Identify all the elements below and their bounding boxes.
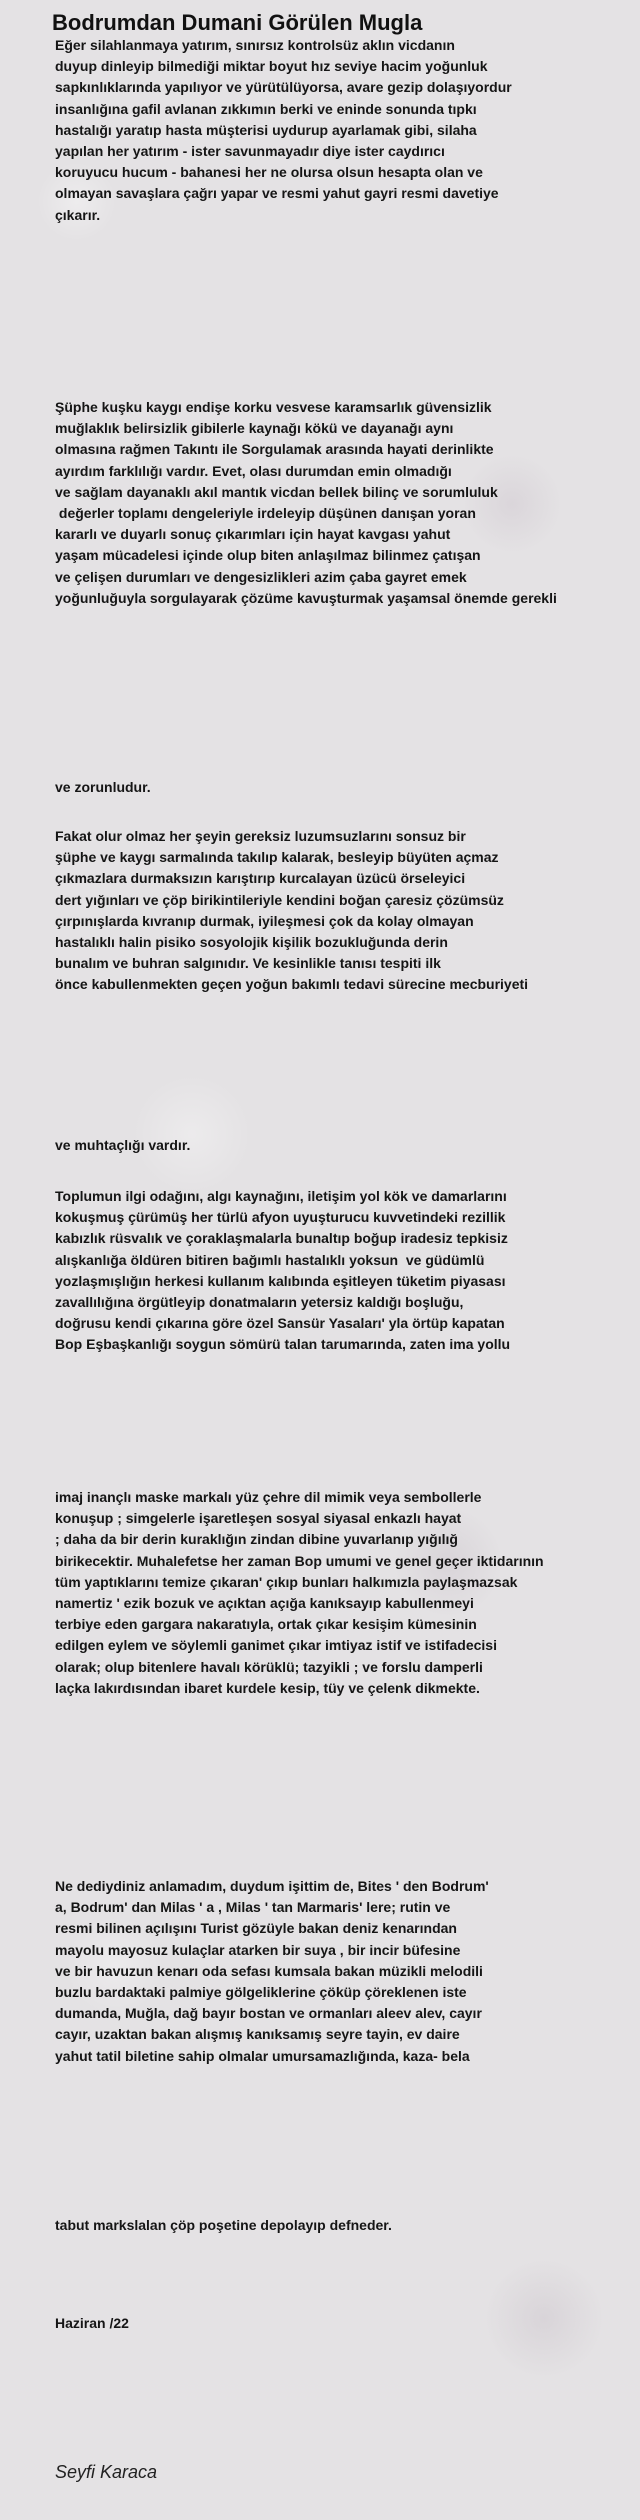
poem-line: doğrusu kendi çıkarına göre özel Sansür Yasaları' yla örtüp kapatan [55, 1315, 505, 1332]
poem-line: ; daha da bir derin kuraklığın zindan dibine yuvarlanıp yığılığ [55, 1531, 458, 1548]
poem-line: dert yığınları ve çöp birikintileriyle kendini boğan çaresiz çözümsüz [55, 891, 504, 908]
poem-line: kabızlık rüsvalık ve çoraklaşmalarla bunaltıp boğup iradesiz tepkisiz [55, 1230, 508, 1247]
poem-line: duyup dinleyip bilmediği miktar boyut hız seviye hacim yoğunluk [55, 58, 488, 75]
poem-line: zavallılığına örgütleyip donatmaların yetersiz kaldığı boşluğu, [55, 1294, 464, 1311]
poem-line: mayolu mayosuz kulaçlar atarken bir suya , bir incir büfesine [55, 1941, 461, 1958]
poem-line: terbiye eden gargara nakaratıyla, ortak çıkar kesişim kümesinin [55, 1616, 477, 1633]
poem-line: ve çelişen durumları ve dengesizlikleri azim çaba gayret emek [55, 568, 467, 585]
poem-line: ayırdım farklılığı vardır. Evet, olası durumdan emin olmadığı [55, 462, 452, 479]
poem-line: alışkanlığa öldüren bitiren bağımlı hastalıklı yoksun ve güdümlü [55, 1251, 485, 1268]
poem-line: şüphe ve kaygı sarmalında takılıp kalarak, besleyip büyüten açmaz [55, 849, 499, 866]
poem-line: yaşam mücadelesi içinde olup biten anlaşılmaz bilinmez çatışan [55, 547, 481, 564]
poem-line: Eğer silahlanmaya yatırım, sınırsız kontrolsüz aklın vicdanın [55, 37, 455, 53]
poem-line: yoğunluğuyla sorgulayarak çözüme kavuşturmak yaşamsal önemde gerekli [55, 589, 557, 606]
poem-title: Bodrumdan Dumani Görülen Mugla [52, 10, 423, 35]
poem-line: olmasına rağmen Takıntı ile Sorgulamak arasında hayati derinlikte [55, 441, 494, 458]
poem-line: Ne dediydiniz anlamadım, duydum işittim de, Bites ' den Bodrum' [55, 1878, 489, 1894]
poem-line: cayır, uzaktan bakan alışmış kanıksamış seyre tayin, ev daire [55, 2026, 460, 2043]
poem-line: insanlığına gafil avlanan zıkkımın berki ve eninde sonunda tıpkı [55, 100, 477, 117]
poem-line: Fakat olur olmaz her şeyin gereksiz luzumsuzlarını sonsuz bir [55, 828, 466, 844]
poem-line: tüm yaptıklarını temize çıkaran' çıkıp bunları halkımızla paylaşmazsak [55, 1573, 518, 1590]
poem-line: bunalım ve buhran salgınıdır. Ve kesinlikle tanısı tespiti ilk [55, 955, 441, 972]
poem-line: önce kabullenmekten geçen yoğun bakımlı tedavi sürecine mecburiyeti [55, 976, 529, 993]
poem-date-text: Haziran /22 [55, 2315, 129, 2331]
poem-line: imaj inançlı maske markalı yüz çehre dil mimik veya sembollerle [55, 1489, 482, 1505]
poem-line: çırpınışlarda kıvranıp durmak, iyileşmesi çok da kolay olmayan [55, 912, 474, 929]
poem-line: hastalıklı halin pisiko sosyolojik kişilik bozukluğunda derin [55, 934, 448, 951]
poem-date [55, 2313, 635, 2334]
poem-line: tabut markslalan çöp poşetine depolayıp defneder. [55, 2217, 392, 2233]
poem-line: ve muhtaçlığı vardır. [55, 1137, 191, 1153]
stanza-8 [55, 1876, 635, 2067]
poem-line: muğlaklık belirsizlik gibilerle kaynağı kökü ve dayanağı aynı [55, 420, 454, 437]
poem-line: yapılan her yatırım - ister savunmayadır diye ister caydırıcı [55, 143, 445, 160]
poem-line: değerler toplamı dengeleriyle irdeleyip düşünen danışan yoran [55, 505, 476, 522]
poem-line: ve bir havuzun kenarı oda sefası kumsala bakan müzikli melodili [55, 1962, 483, 1979]
poem-line: Şüphe kuşku kaygı endişe korku vesvese karamsarlık güvensizlik [55, 399, 492, 415]
poem-line: birikecektir. Muhalefetse her zaman Bop umumi ve genel geçer iktidarının [55, 1552, 544, 1569]
poem-line: ve sağlam dayanaklı akıl mantık vicdan bellek bilinç ve sorumluluk [55, 483, 498, 500]
poem-line: namertiz ' ezik bozuk ve açıktan açığa kanıksayıp kabullenmeyi [55, 1595, 474, 1612]
poem-line: hastalığı yaratıp hasta müşterisi uydurup ayarlamak gibi, silaha [55, 121, 477, 138]
poem-line: olmayan savaşlara çağrı yapar ve resmi yahut gayri resmi davetiye [55, 185, 499, 202]
stanza-6 [55, 1186, 635, 1356]
poem-line: kararlı ve duyarlı sonuç çıkarımları için hayat kavgası yahut [55, 526, 451, 543]
poem-line: yahut tatil biletine sahip olmalar umursamazlığında, kaza- bela [55, 2047, 470, 2064]
stanza-9 [55, 2215, 635, 2236]
poem-line: edilgen eylem ve söylemli ganimet çıkar imtiyaz istif ve istifadecisi [55, 1637, 497, 1654]
poem-line: kokuşmuş çürümüş her türlü afyon uyuşturucu kuvvetindeki rezillik [55, 1209, 506, 1226]
stanza-7 [55, 1487, 635, 1699]
poem-line: dumanda, Muğla, dağ bayır bostan ve ormanları aleev alev, cayır [55, 2005, 482, 2022]
poem-line: yozlaşmışlığın herkesi kullanım kalıbında eşitleyen tüketim piyasası [55, 1272, 506, 1289]
poem-line: ve zorunludur. [55, 779, 151, 795]
stanza-3 [55, 777, 635, 798]
poem-line: sapkınlıklarında yapılıyor ve yürütülüyorsa, avare gezip dolaşıyordur [55, 79, 512, 96]
poem-line: Bop Eşbaşkanlığı soygun sömürü talan tarumarında, zaten ima yollu [55, 1336, 511, 1353]
poem-line: resmi bilinen açılışını Turist gözüyle bakan deniz kenarından [55, 1920, 457, 1937]
poem-line: Toplumun ilgi odağını, algı kaynağını, iletişim yol kök ve damarlarını [55, 1188, 507, 1204]
poem-line: koruyucu hucum - bahanesi her ne olursa olsun hesapta olan ve [55, 164, 483, 181]
stanza-5 [55, 1135, 635, 1156]
stanza-4 [55, 826, 635, 996]
poem-line: çıkarır. [55, 206, 101, 223]
stanza-2 [55, 397, 635, 609]
poem-line: laçka lakırdısından ibaret kurdele kesip, tüy ve çelenk dikmekte. [55, 1679, 480, 1696]
stanza-1 [55, 35, 635, 226]
poem-line: buzlu bardaktaki palmiye gölgeliklerine çöküp çöreklenen iste [55, 1984, 467, 2001]
poem-line: çıkmazlara durmaksızın karıştırıp kurcalayan üzücü örseleyici [55, 870, 466, 887]
poem-line: konuşup ; simgelerle işaretleşen sosyal siyasal enkazlı hayat [55, 1510, 462, 1527]
poem-author: Seyfi Karaca [55, 2462, 158, 2482]
poem-line: a, Bodrum' dan Milas ' a , Milas ' tan Marmaris' lere; rutin ve [55, 1899, 451, 1916]
poem-line: olarak; olup bitenlere havalı körüklü; tazyikli ; ve forslu damperli [55, 1658, 483, 1675]
